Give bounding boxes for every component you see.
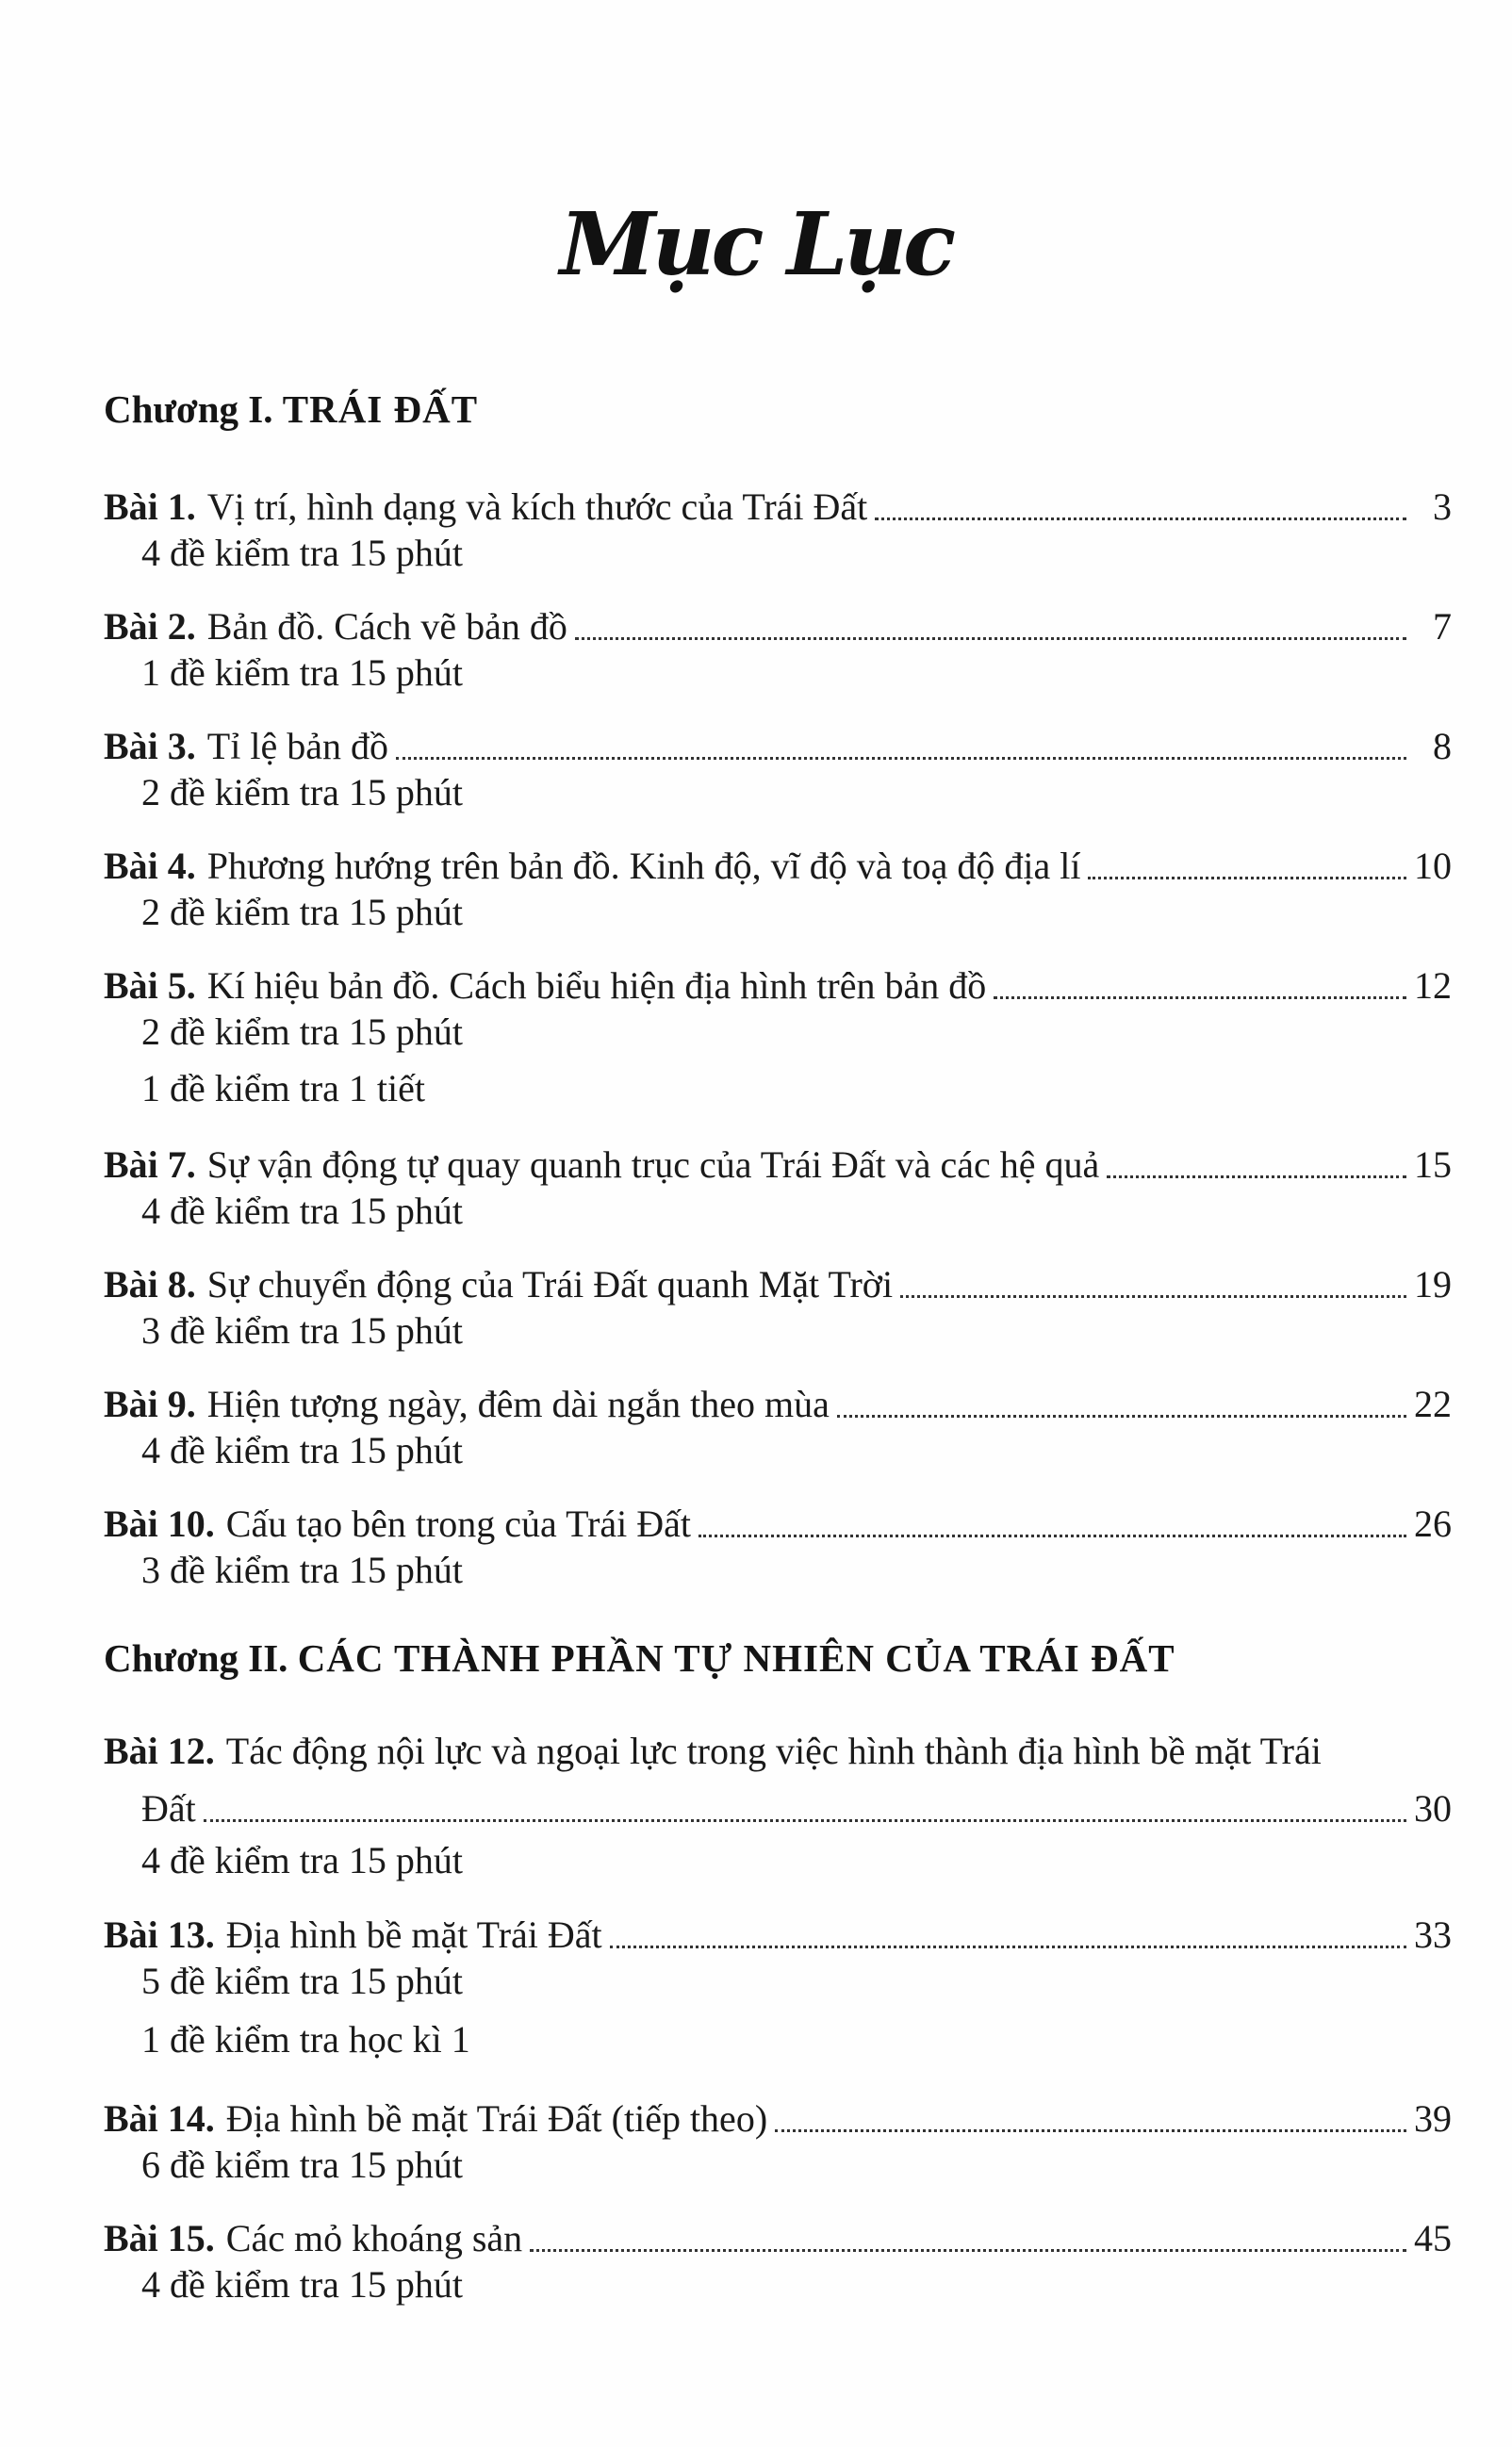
toc-entry[interactable]	[104, 835, 1452, 888]
lesson-number: Bài 9.	[104, 1383, 196, 1425]
page-number: 19	[1414, 1263, 1452, 1306]
toc-entry[interactable]	[104, 1720, 1452, 1773]
dot-leader	[900, 1295, 1406, 1298]
dot-leader	[575, 637, 1406, 640]
toc-entry[interactable]	[104, 2088, 1452, 2141]
lesson-title: Các mỏ khoáng sản	[225, 2217, 523, 2259]
toc-entry[interactable]	[104, 596, 1452, 649]
page-number: 22	[1414, 1383, 1452, 1425]
dot-leader	[204, 1819, 1406, 1822]
lesson-number: Bài 2.	[104, 605, 196, 648]
page-number: 15	[1414, 1143, 1452, 1186]
lesson-number: Bài 14.	[104, 2097, 215, 2140]
lesson-title: Sự vận động tự quay quanh trục của Trái Đất và các hệ quả	[206, 1143, 1100, 1186]
toc-entry[interactable]	[104, 1373, 1452, 1426]
sub-entry: 4 đề kiểm tra 15 phút	[141, 1429, 464, 1471]
chapter-title: CÁC THÀNH PHẦN TỰ NHIÊN CỦA TRÁI ĐẤT	[297, 1636, 1175, 1680]
sub-entry: 3 đề kiểm tra 15 phút	[141, 1309, 464, 1352]
dot-leader	[875, 517, 1406, 520]
lesson-title: Hiện tượng ngày, đêm dài ngắn theo mùa	[206, 1383, 830, 1425]
dot-leader	[1088, 877, 1406, 879]
lesson-title: Kí hiệu bản đồ. Cách biểu hiện địa hình trên bản đồ	[206, 964, 987, 1007]
dot-leader	[1107, 1175, 1406, 1178]
lesson-title: Phương hướng trên bản đồ. Kinh độ, vĩ độ và toạ độ địa lí	[206, 845, 1081, 887]
page-number: 7	[1433, 605, 1452, 648]
page-number: 12	[1414, 964, 1452, 1007]
sub-entry: 4 đề kiểm tra 15 phút	[141, 1839, 464, 1881]
toc-entry[interactable]	[104, 1134, 1452, 1187]
lesson-number: Bài 1.	[104, 485, 196, 528]
lesson-number: Bài 4.	[104, 845, 196, 887]
page-number: 30	[1414, 1787, 1452, 1830]
sub-entry: 6 đề kiểm tra 15 phút	[141, 2143, 464, 2186]
dot-leader	[396, 757, 1406, 760]
chapter-label: Chương II.	[104, 1636, 288, 1680]
sub-entry: 3 đề kiểm tra 15 phút	[141, 1549, 464, 1591]
dot-leader	[610, 1946, 1406, 1948]
dot-leader	[994, 996, 1406, 999]
dot-leader	[775, 2129, 1406, 2132]
sub-entry: 5 đề kiểm tra 15 phút	[141, 1960, 464, 2002]
dot-leader	[530, 2249, 1406, 2252]
toc-entry[interactable]	[104, 1254, 1452, 1306]
chapter-title: TRÁI ĐẤT	[282, 387, 479, 431]
toc-entry-continuation[interactable]	[141, 1786, 1452, 1831]
toc-entry[interactable]	[104, 955, 1452, 1008]
page-number: 8	[1433, 725, 1452, 767]
dot-leader	[698, 1535, 1406, 1537]
sub-entry: 4 đề kiểm tra 15 phút	[141, 1190, 464, 1232]
sub-entry: 4 đề kiểm tra 15 phút	[141, 532, 464, 574]
sub-entry: 2 đề kiểm tra 15 phút	[141, 1010, 464, 1053]
chapter-label: Chương I.	[104, 387, 273, 431]
lesson-number: Bài 15.	[104, 2217, 215, 2259]
toc-entry[interactable]	[104, 2208, 1452, 2260]
chapter-heading	[104, 1635, 1175, 1681]
lesson-title: Tác động nội lực và ngoại lực trong việc hình thành địa hình bề mặt Trái	[225, 1730, 1322, 1772]
sub-entry: 2 đề kiểm tra 15 phút	[141, 891, 464, 933]
page-number: 39	[1414, 2097, 1452, 2140]
page-number: 26	[1414, 1503, 1452, 1545]
page-number: 33	[1414, 1913, 1452, 1956]
page-number: 45	[1414, 2217, 1452, 2259]
lesson-title: Vị trí, hình dạng và kích thước của Trái Đất	[206, 485, 868, 528]
sub-entry: 2 đề kiểm tra 15 phút	[141, 771, 464, 813]
toc-entry[interactable]	[104, 1493, 1452, 1546]
sub-entry: 1 đề kiểm tra 1 tiết	[141, 1067, 426, 1109]
lesson-number: Bài 13.	[104, 1913, 215, 1956]
lesson-number: Bài 5.	[104, 964, 196, 1007]
lesson-number: Bài 8.	[104, 1263, 196, 1306]
lesson-title: Địa hình bề mặt Trái Đất	[225, 1913, 602, 1956]
lesson-number: Bài 10.	[104, 1503, 215, 1545]
page-number: 10	[1414, 845, 1452, 887]
lesson-title: Bản đồ. Cách vẽ bản đồ	[206, 605, 567, 648]
chapter-heading	[104, 386, 478, 432]
page-title: Mục Lục	[559, 193, 953, 295]
lesson-title: Sự chuyển động của Trái Đất quanh Mặt Trời	[206, 1263, 894, 1306]
lesson-number: Bài 7.	[104, 1143, 196, 1186]
dot-leader	[837, 1415, 1406, 1418]
lesson-title: Tỉ lệ bản đồ	[206, 725, 388, 767]
lesson-title-continuation: Đất	[141, 1787, 196, 1830]
lesson-number: Bài 3.	[104, 725, 196, 767]
toc-entry[interactable]	[104, 476, 1452, 529]
sub-entry: 1 đề kiểm tra 15 phút	[141, 651, 464, 694]
lesson-title: Địa hình bề mặt Trái Đất (tiếp theo)	[225, 2097, 768, 2140]
toc-entry[interactable]	[104, 715, 1452, 768]
page-number: 3	[1433, 485, 1452, 528]
sub-entry: 4 đề kiểm tra 15 phút	[141, 2263, 464, 2306]
lesson-title: Cấu tạo bên trong của Trái Đất	[225, 1503, 692, 1545]
sub-entry: 1 đề kiểm tra học kì 1	[141, 2018, 470, 2061]
lesson-number: Bài 12.	[104, 1730, 215, 1772]
toc-entry[interactable]	[104, 1904, 1452, 1957]
